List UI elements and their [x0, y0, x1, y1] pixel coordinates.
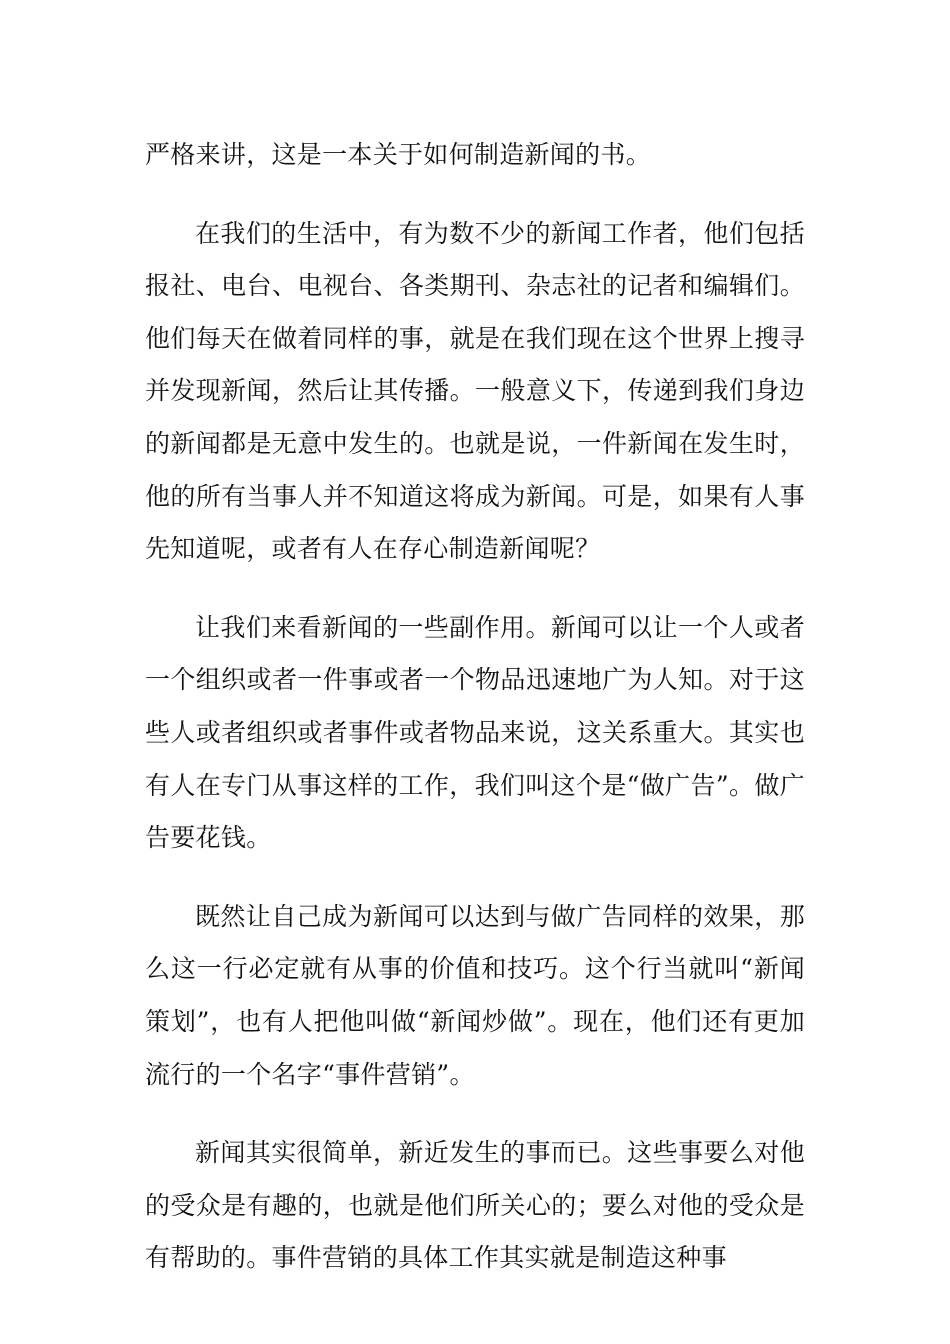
paragraph-5: 新闻其实很简单，新近发生的事而已。这些事要么对他的受众是有趣的，也就是他们所关心的；要么对他的受众是有帮助的。事件营销的具体工作其实就是制造这种事	[145, 1138, 805, 1273]
paragraph-3: 让我们来看新闻的一些副作用。新闻可以让一个人或者一个组织或者一件事或者一个物品迅速地广为人知。对于这些人或者组织或者事件或者物品来说，这关系重大。其实也有人在专门从事这样的工作，我们叫这个是“做广告”。做广告要花钱。	[145, 612, 805, 853]
paragraph-2: 在我们的生活中，有为数不少的新闻工作者，他们包括报社、电台、电视台、各类期刊、杂志社的记者和编辑们。他们每天在做着同样的事，就是在我们现在这个世界上搜寻并发现新闻，然后让其传播。一般意义下，传递到我们身边的新闻都是无意中发生的。也就是说，一件新闻在发生时，他的所有当事人并不知道这将成为新闻。可是，如果有人事先知道呢，或者有人在存心制造新闻呢？	[145, 218, 805, 564]
document-page	[145, 129, 805, 1311]
paragraph-1: 严格来讲，这是一本关于如何制造新闻的书。	[145, 140, 652, 169]
paragraph-4: 既然让自己成为新闻可以达到与做广告同样的效果，那么这一行必定就有从事的价值和技巧。这个行当就叫“新闻策划”，也有人把他叫做“新闻炒做”。现在，他们还有更加流行的一个名字“事件营销”。	[145, 901, 805, 1089]
